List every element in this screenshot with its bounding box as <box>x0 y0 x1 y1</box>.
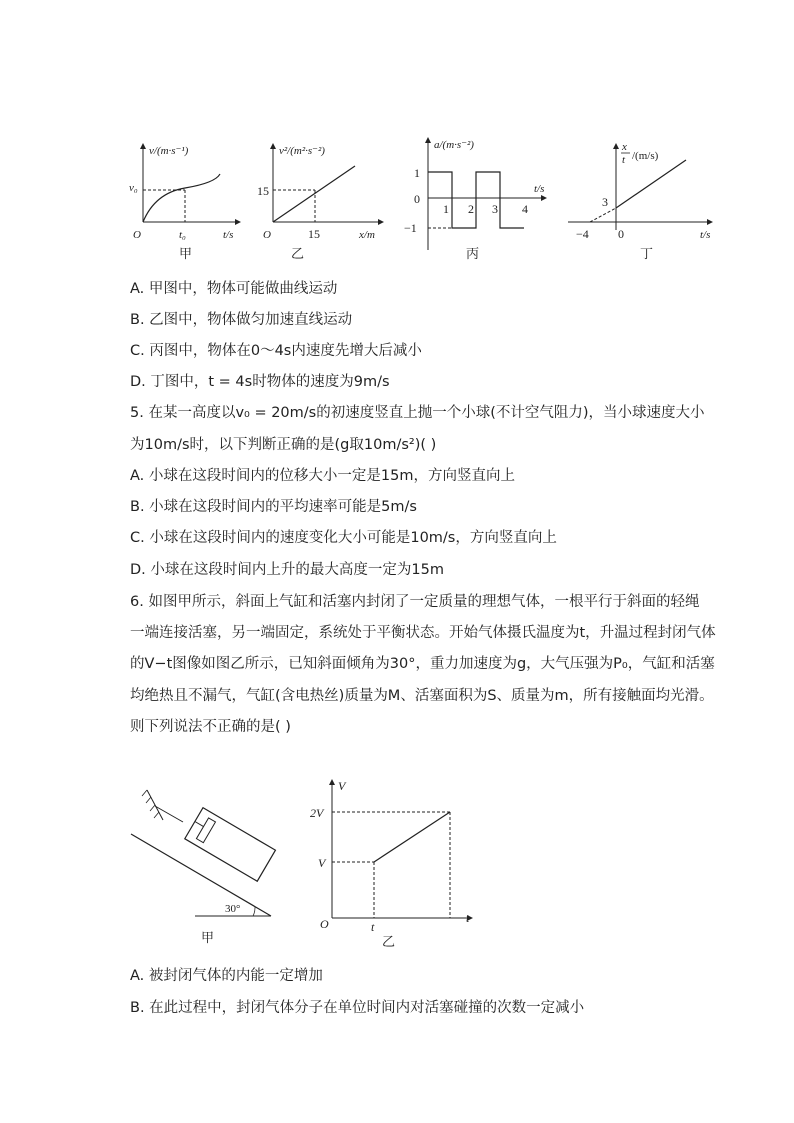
figure-bing-a-t <box>398 132 558 268</box>
jia-v-tick: v₀ <box>129 182 138 194</box>
jia-origin: O <box>133 229 141 241</box>
q5-option-d: D. 小球在这段时间内上升的最大高度一定为15m <box>130 562 444 578</box>
jia-caption: 甲 <box>179 247 193 262</box>
q6-option-b: B. 在此过程中，封闭气体分子在单位时间内对活塞碰撞的次数一定减小 <box>130 1000 585 1016</box>
q5-option-b: B. 小球在这段时间内的平均速率可能是5m/s <box>130 499 417 515</box>
bing-x-tick-4: 4 <box>522 202 528 216</box>
q4-option-a: A. 甲图中，物体可能做曲线运动 <box>130 281 338 297</box>
q6-jia-angle: 30° <box>225 903 241 915</box>
q4-option-b: B. 乙图中，物体做匀加速直线运动 <box>130 312 353 328</box>
bing-caption: 丙 <box>466 247 480 262</box>
q5-option-a: A. 小球在这段时间内的位移大小一定是15m，方向竖直向上 <box>130 468 515 484</box>
ding-y-frac-den: t <box>622 154 626 166</box>
bing-y-label: a/(m·s⁻²) <box>434 139 474 151</box>
jia-x-label: t/s <box>223 229 234 241</box>
q6-yi-origin: O <box>320 917 329 931</box>
q6-jia-caption: 甲 <box>201 931 215 946</box>
bing-x-tick-3: 3 <box>492 202 498 216</box>
q4-option-d: D. 丁图中，t = 4s时物体的速度为9m/s <box>130 374 390 390</box>
figure-jia-v-t <box>125 138 255 268</box>
q6-stem-line1: 6. 如图甲所示，斜面上气缸和活塞内封闭了一定质量的理想气体，一根平行于斜面的轻绳 <box>130 594 700 610</box>
bing-y-tick-zero: 0 <box>414 192 420 206</box>
yi-y-tick: 15 <box>257 184 269 198</box>
q6-yi-y-tick-v: V <box>318 856 326 870</box>
ding-caption: 丁 <box>640 247 654 262</box>
q6-stem-line2: 一端连接活塞，另一端固定，系统处于平衡状态。开始气体摄氏温度为t，升温过程封闭气体 <box>130 625 716 641</box>
jia-t-tick: t₀ <box>179 229 186 241</box>
bing-x-tick-1: 1 <box>443 202 449 216</box>
q6-stem-line3: 的V−t图像如图乙所示，已知斜面倾角为30°，重力加速度为g，大气压强为P₀，气缸和活塞 <box>130 656 715 672</box>
yi-y-label: v²/(m²·s⁻²) <box>279 145 325 157</box>
yi-caption: 乙 <box>291 247 305 262</box>
yi-x-label: x/m <box>359 229 375 241</box>
figure-q6-yi-v-t <box>302 772 482 952</box>
q5-stem-line1: 5. 在某一高度以v₀ = 20m/s的初速度竖直上抛一个小球(不计空气阻力)，当小球速度大小 <box>130 405 705 421</box>
q6-yi-caption: 乙 <box>382 935 396 950</box>
q6-yi-x-label: t <box>466 911 470 925</box>
bing-x-tick-2: 2 <box>468 202 474 216</box>
q6-stem-line4: 均绝热且不漏气，气缸(含电热丝)质量为M、活塞面积为S、质量为m，所有接触面均光滑。 <box>130 688 714 704</box>
q6-stem-line5: 则下列说法不正确的是( ) <box>130 719 291 735</box>
yi-x-tick: 15 <box>308 227 320 241</box>
figure-q6-jia-incline <box>125 770 285 950</box>
q6-yi-y-tick-2v: 2V <box>310 806 324 820</box>
q6-yi-x-tick: t <box>371 920 375 934</box>
jia-y-label: v/(m·s⁻¹) <box>149 145 189 157</box>
bing-y-tick-pos: 1 <box>414 166 420 180</box>
q6-yi-y-label: V <box>338 779 346 793</box>
bing-x-label: t/s <box>534 183 545 195</box>
q5-option-c: C. 小球在这段时间内的速度变化大小可能是10m/s，方向竖直向上 <box>130 530 557 546</box>
bing-y-tick-neg: −1 <box>404 221 417 235</box>
figure-yi-v2-x <box>255 138 395 268</box>
ding-y-unit: /(m/s) <box>632 150 659 162</box>
q4-option-c: C. 丙图中，物体在0～4s内速度先增大后减小 <box>130 343 422 359</box>
figure-ding-xt-t <box>562 138 722 268</box>
ding-x-tick-neg: −4 <box>576 227 589 241</box>
ding-y-frac-num: x <box>622 141 627 153</box>
yi-origin: O <box>263 229 271 241</box>
q5-stem-line2: 为10m/s时，以下判断正确的是(g取10m/s²)( ) <box>130 437 437 453</box>
ding-y-tick: 3 <box>602 195 608 209</box>
q6-option-a: A. 被封闭气体的内能一定增加 <box>130 968 323 984</box>
ding-x-label: t/s <box>700 229 711 241</box>
ding-x-tick-zero: 0 <box>618 227 624 241</box>
